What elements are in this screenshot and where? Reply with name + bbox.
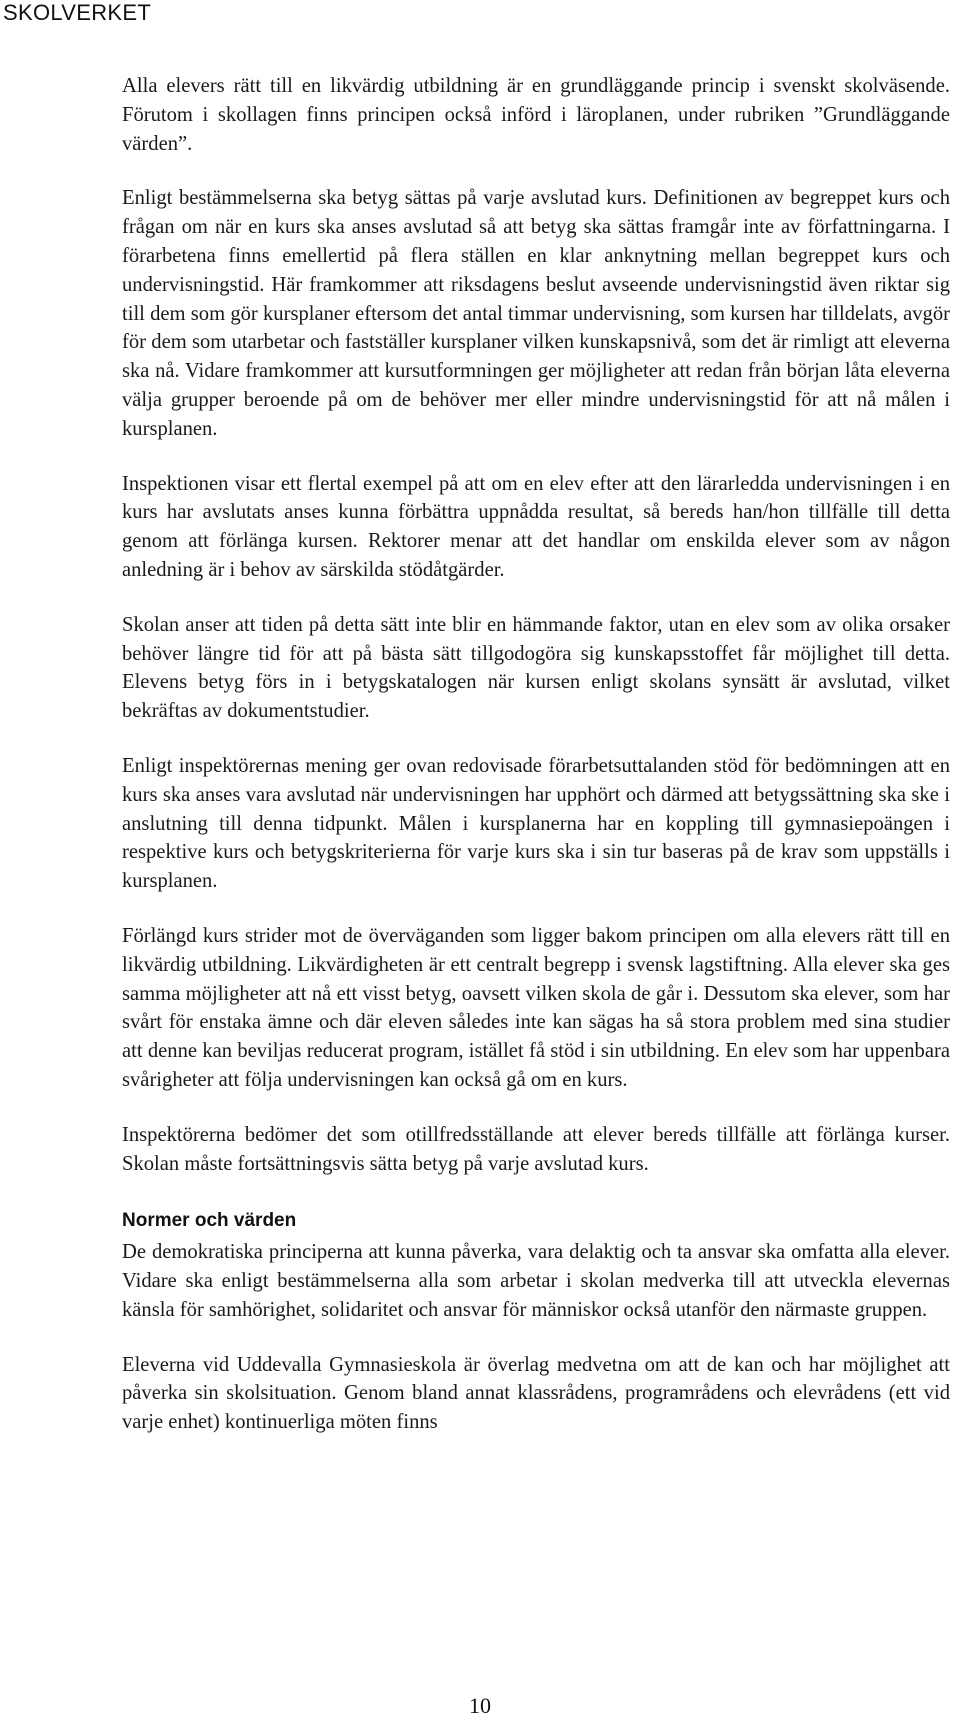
paragraph-course-definition: Enligt bestämmelserna ska betyg sättas på varje avslutad kurs. Definitionen av begreppet kurs och frågan om när en kurs ska anses avslutad så att betyg ska sättas framgår inte av författningarna. I förarbetena finns emellertid på flera ställen en klar anknytning mellan begreppet kurs och undervisningstid. Här framkommer att riksdagens beslut avseende undervisningstid även riktar sig till dem som gör kursplaner eftersom det antal timmar undervisning, som kursen har tilldelats, avgör för dem som utarbetar och fastställer kursplaner vilken kunskapsnivå, som det är rimligt att eleverna ska nå. Vidare framkommer att kursutformningen ger möjligheter att redan från början låta eleverna välja grupper beroende på om de behöver mer eller mindre undervisningstid för att nå målen i kursplanen.: [122, 187, 950, 440]
paragraph-school-view: Skolan anser att tiden på detta sätt inte blir en hämmande faktor, utan en elev som av olika orsaker behöver längre tid för att på bästa sätt tillgodogöra sig kunskapsstoffet får möjlighet till detta. Elevens betyg förs in i betygskatalogen när kursen enligt skolans synsätt är avslutad, vilket bekräftas av dokumentstudier.: [122, 613, 950, 723]
paragraph-extended-course: Förlängd kurs strider mot de överväganden som ligger bakom principen om alla elevers rätt till en likvärdig utbildning. Likvärdigheten är ett centralt begrepp i svensk lagstiftning. Alla elever ska ges samma möjligheter att nå ett visst betyg, oavsett vilken skola de går i. Dessutom ska elever, som har svårt för enstaka ämne och där eleven således inte kan sägas ha så stora problem med sina studier att denne kan beviljas reducerat program, istället få stöd i sin utbildning. En elev som har uppenbara svårigheter att följa undervisningen kan också gå om en kurs.: [122, 924, 950, 1091]
document-header: SKOLVERKET: [3, 0, 152, 25]
paragraph-inspection-findings: Inspektionen visar ett flertal exempel på att om en elev efter att den lärarledda undervisningen i en kurs har avslutats anses kunna förbättra uppnådda resultat, så bereds han/hon tillfälle till detta genom att förlänga kursen. Rektorer menar att det handlar om enskilda elever som av någon anledning är i behov av särskilda stödåtgärder.: [122, 472, 950, 581]
paragraph-principle: Alla elevers rätt till en likvärdig utbildning är en grundläggande princip i svenskt skolväsende. Förutom i skollagen finns principen också införd i läroplanen, under rubriken ”Grundläggande värden”.: [122, 75, 950, 155]
page-number: 10: [469, 1693, 491, 1718]
paragraph-assessment: Inspektörerna bedömer det som otillfredsställande att elever bereds tillfälle att förlänga kurser. Skolan måste fortsättningsvis sätta betyg på varje avslutad kurs.: [122, 1123, 950, 1175]
document-body: [122, 72, 950, 1463]
paragraph-student-influence: Eleverna vid Uddevalla Gymnasieskola är överlag medvetna om att de kan och har möjlighet att påverka sin skolsituation. Genom bland annat klassrådens, programrådens och elevrådens (ett vid varje enhet) kontinuerliga möten finns: [122, 1353, 950, 1434]
section-heading: Normer och värden: [122, 1210, 297, 1232]
paragraph-democratic-principles: De demokratiska principerna att kunna påverka, vara delaktig och ta ansvar ska omfatta alla elever. Vidare ska enligt bestämmelserna alla som arbetar i skolan medverka till att utveckla elevernas känsla för samhörighet, solidaritet och ansvar för människor också utanför den närmaste gruppen.: [122, 1241, 950, 1321]
paragraph-inspectors-opinion: Enligt inspektörernas mening ger ovan redovisade förarbetsuttalanden stöd för bedömningen att en kurs ska anses vara avslutad när undervisningen har upphört och därmed att betygssättning ska ske i anslutning till denna tidpunkt. Målen i kursplanerna har en koppling till gymnasiepoängen i respektive kurs och betygskriterierna för varje kurs ska i sin tur baseras på de krav som uppställs i kursplanen.: [122, 754, 950, 893]
